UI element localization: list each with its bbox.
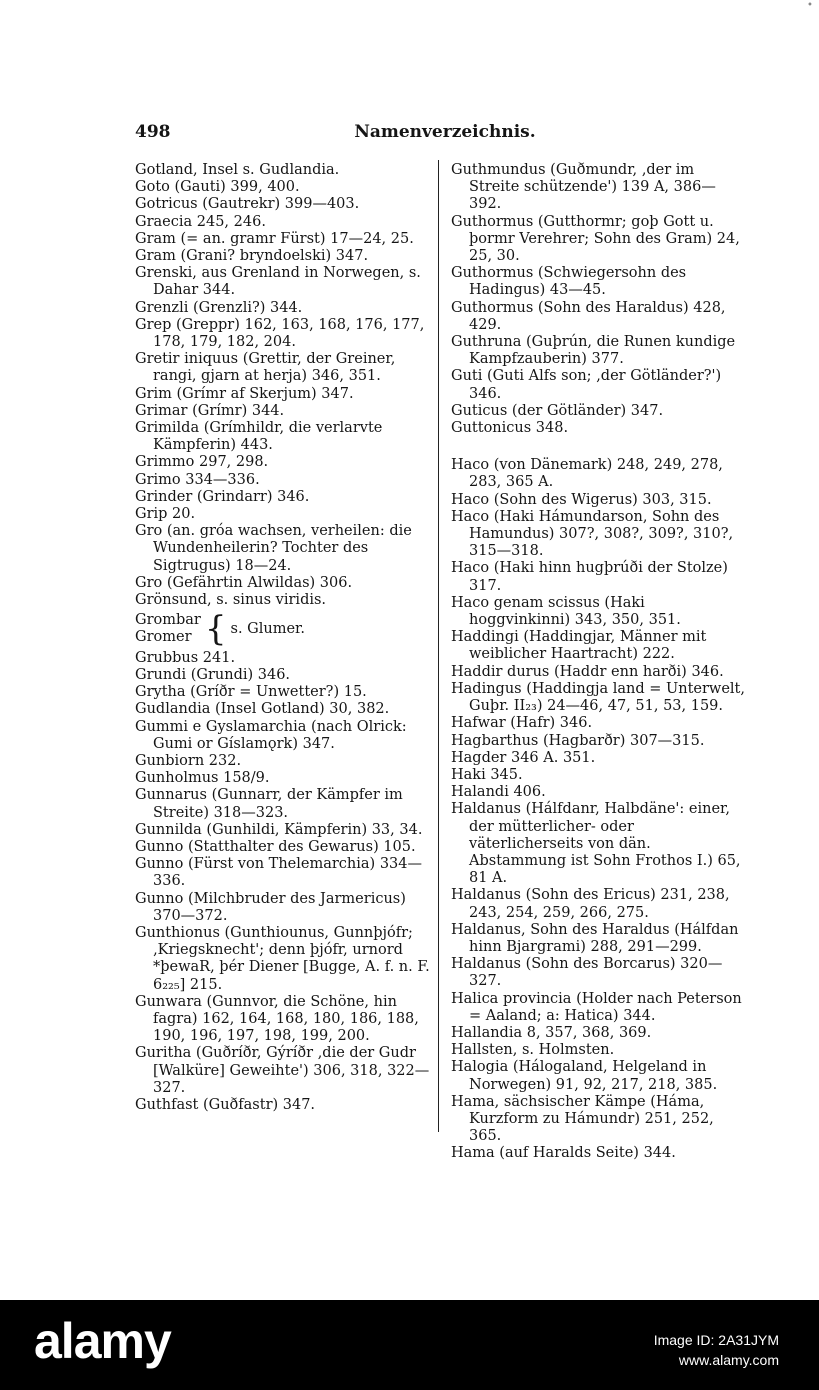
image-id-block [654, 1330, 779, 1370]
index-entry: Gunno (Statthalter des Gewarus) 105. [135, 838, 416, 855]
index-entry: Halica provincia (Holder nach Peterson = Aaland; a: Hatica) 344. [451, 990, 742, 1024]
index-entry: Haddingi (Haddingjar, Männer mit weiblicher Haartracht) 222. [451, 629, 707, 663]
index-entry: Hama, sächsischer Kämpe (Háma, Kurzform zu Hámundr) 251, 252, 365. [451, 1093, 714, 1145]
index-entry: Grinder (Grindarr) 346. [135, 488, 310, 505]
index-entry: Guthmundus (Guðmundr, ‚der im Streite schützende') 139 A, 386—392. [451, 162, 716, 213]
index-entry: Guti (Guti Alfs son; ‚der Götländer?') 346. [451, 368, 722, 402]
right-column [451, 162, 747, 1163]
index-entry: Gunthionus (Gunthiounus, Gunnþjófr; ‚Kriegsknecht'; denn þjófr, urnord *þewaR, þér Diener [Bugge, A. f. n. F. 6₂₂₅] 215. [135, 924, 430, 993]
index-entry: Haco (Sohn des Wigerus) 303, 315. [451, 491, 712, 508]
index-entry: Grimmo 297, 298. [135, 454, 269, 471]
index-entry: Gro (Gefährtin Alwildas) 306. [135, 574, 353, 591]
index-entry: Gummi e Gyslamarchia (nach Olrick: Gumi or Gíslamǫrk) 347. [135, 718, 407, 752]
brace-entry [135, 609, 431, 650]
index-entry: Grundi (Grundi) 346. [135, 666, 291, 683]
index-entry: Grenski, aus Grenland in Norwegen, s. Dahar 344. [135, 265, 421, 299]
brace-name-grombar: Grombar [135, 612, 201, 629]
index-entry: Grenzli (Grenzli?) 344. [135, 299, 303, 316]
index-entry: Grip 20. [135, 506, 196, 523]
image-id: Image ID: 2A31JYM [653, 1332, 779, 1348]
index-entry: Gunbiorn 232. [135, 752, 242, 769]
column-divider [438, 160, 439, 1132]
index-entry: Hallsten, s. Holmsten. [451, 1042, 615, 1059]
index-entry: Gunholmus 158/9. [135, 770, 270, 787]
index-entry: Grim (Grímr af Skerjum) 347. [135, 385, 354, 402]
site-url: www.alamy.com [678, 1352, 779, 1368]
index-entry: Gunnilda (Gunhildi, Kämpferin) 33, 34. [135, 821, 423, 838]
page-number: 498 [135, 122, 171, 142]
index-entry: Hagbarthus (Hagbarðr) 307—315. [451, 732, 705, 749]
alamy-logo: alamy [34, 1313, 171, 1369]
index-entry: Gram (= an. gramr Fürst) 17—24, 25. [135, 230, 414, 247]
index-entry: Hafwar (Hafr) 346. [451, 715, 593, 732]
index-entry: Hadingus (Haddingja land = Unterwelt, Guþr. II₂₃) 24—46, 47, 51, 53, 159. [451, 680, 745, 715]
section-gap [451, 437, 747, 457]
index-entry: Gudlandia (Insel Gotland) 30, 382. [135, 701, 390, 718]
index-entry: Haddir durus (Haddr enn harði) 346. [451, 663, 724, 680]
corner-mark: • [807, 0, 813, 11]
index-entry: Graecia 245, 246. [135, 213, 266, 230]
index-entry: Guthruna (Guþrún, die Runen kundige Kampfzauberin) 377. [451, 334, 736, 368]
index-entry: Haco (Haki hinn hugþrúði der Stolze) 317. [451, 560, 728, 594]
index-entry: Haldanus, Sohn des Haraldus (Hálfdan hinn Bjargrami) 288, 291—299. [451, 921, 739, 955]
index-entry: Guticus (der Götländer) 347. [451, 402, 664, 419]
index-entry: Haki 345. [451, 766, 523, 783]
index-entry: Gunnarus (Gunnarr, der Kämpfer im Streite) 318—323. [135, 787, 403, 821]
left-column [135, 162, 431, 1114]
index-entry: Gotricus (Gautrekr) 399—403. [135, 196, 360, 213]
index-entry: Grimar (Grímr) 344. [135, 402, 285, 419]
index-entry: Gunno (Fürst von Thelemarchia) 334—336. [135, 856, 422, 890]
index-entry: Guttonicus 348. [451, 420, 569, 437]
index-entry: Gunwara (Gunnvor, die Schöne, hin fagra) 162, 164, 168, 180, 186, 188, 190, 196, 197, 198, 199, 200. [135, 993, 419, 1045]
index-entry: Guritha (Guðríðr, Gýríðr ‚die der Gudr [Walküre] Geweihte') 306, 318, 322—327. [135, 1045, 430, 1096]
index-entry: Gotland, Insel s. Gudlandia. [135, 162, 340, 178]
index-entry: Gro (an. gróa wachsen, verheilen: die Wundenheilerin? Tochter des Sigtrugus) 18—24. [135, 523, 412, 574]
index-entry: Grytha (Gríðr = Unwetter?) 15. [135, 684, 367, 701]
index-entry: Haldanus (Sohn des Ericus) 231, 238, 243, 254, 259, 266, 275. [451, 887, 730, 921]
index-entry: Guthormus (Schwiegersohn des Hadingus) 43—45. [451, 265, 687, 299]
index-entry: Guthfast (Guðfastr) 347. [135, 1096, 316, 1113]
index-entry: Hagder 346 A. 351. [451, 749, 596, 766]
index-entry: Haldanus (Sohn des Borcarus) 320—327. [451, 956, 723, 990]
running-head: Namenverzeichnis. [354, 122, 536, 142]
index-entry: Haco (Haki Hámundarson, Sohn des Hamundus) 307?, 308?, 309?, 310?, 315—318. [451, 508, 734, 560]
index-entry: Guthormus (Sohn des Haraldus) 428, 429. [451, 299, 726, 333]
index-entry: Halandi 406. [451, 784, 546, 801]
index-entry: Grubbus 241. [135, 649, 236, 666]
index-entry: Haco genam scissus (Haki hoggvinkinni) 343, 350, 351. [451, 594, 681, 629]
index-entry: Halogia (Hálogaland, Helgeland in Norwegen) 91, 92, 217, 218, 385. [451, 1059, 718, 1093]
index-entry: Goto (Gauti) 399, 400. [135, 179, 300, 196]
index-entry: Gretir iniquus (Grettir, der Greiner, rangi, gjarn at herja) 346, 351. [135, 351, 396, 385]
index-entry: Guthormus (Gutthormr; goþ Gott u. þormr Verehrer; Sohn des Gram) 24, 25, 30. [451, 213, 740, 265]
index-entry: Grönsund, s. sinus viridis. [135, 592, 327, 609]
index-entry: Hama (auf Haralds Seite) 344. [451, 1145, 676, 1162]
index-entry: Grimo 334—336. [135, 471, 260, 488]
brace-reference: s. Glumer. [230, 620, 305, 637]
index-entry: Hallandia 8, 357, 368, 369. [451, 1024, 652, 1041]
index-entry: Haldanus (Hálfdanr, Halbdäne': einer, der mütterlicher- oder väterlicherseits von dän. Abstammung ist Sohn Frothos I.) 65, 81 A. [451, 801, 741, 887]
brace-name-gromer: Gromer [135, 629, 192, 646]
index-entry: Gunno (Milchbruder des Jarmericus) 370—372. [135, 890, 406, 924]
index-entry: Grep (Greppr) 162, 163, 168, 176, 177, 178, 179, 182, 204. [135, 316, 425, 351]
curly-brace-icon: { [204, 609, 227, 650]
index-entry: Grimilda (Grímhildr, die verlarvte Kämpferin) 443. [135, 420, 383, 454]
index-entry: Haco (von Dänemark) 248, 249, 278, 283, 365 A. [451, 457, 723, 491]
index-entry: Gram (Grani? bryndoelski) 347. [135, 248, 369, 265]
